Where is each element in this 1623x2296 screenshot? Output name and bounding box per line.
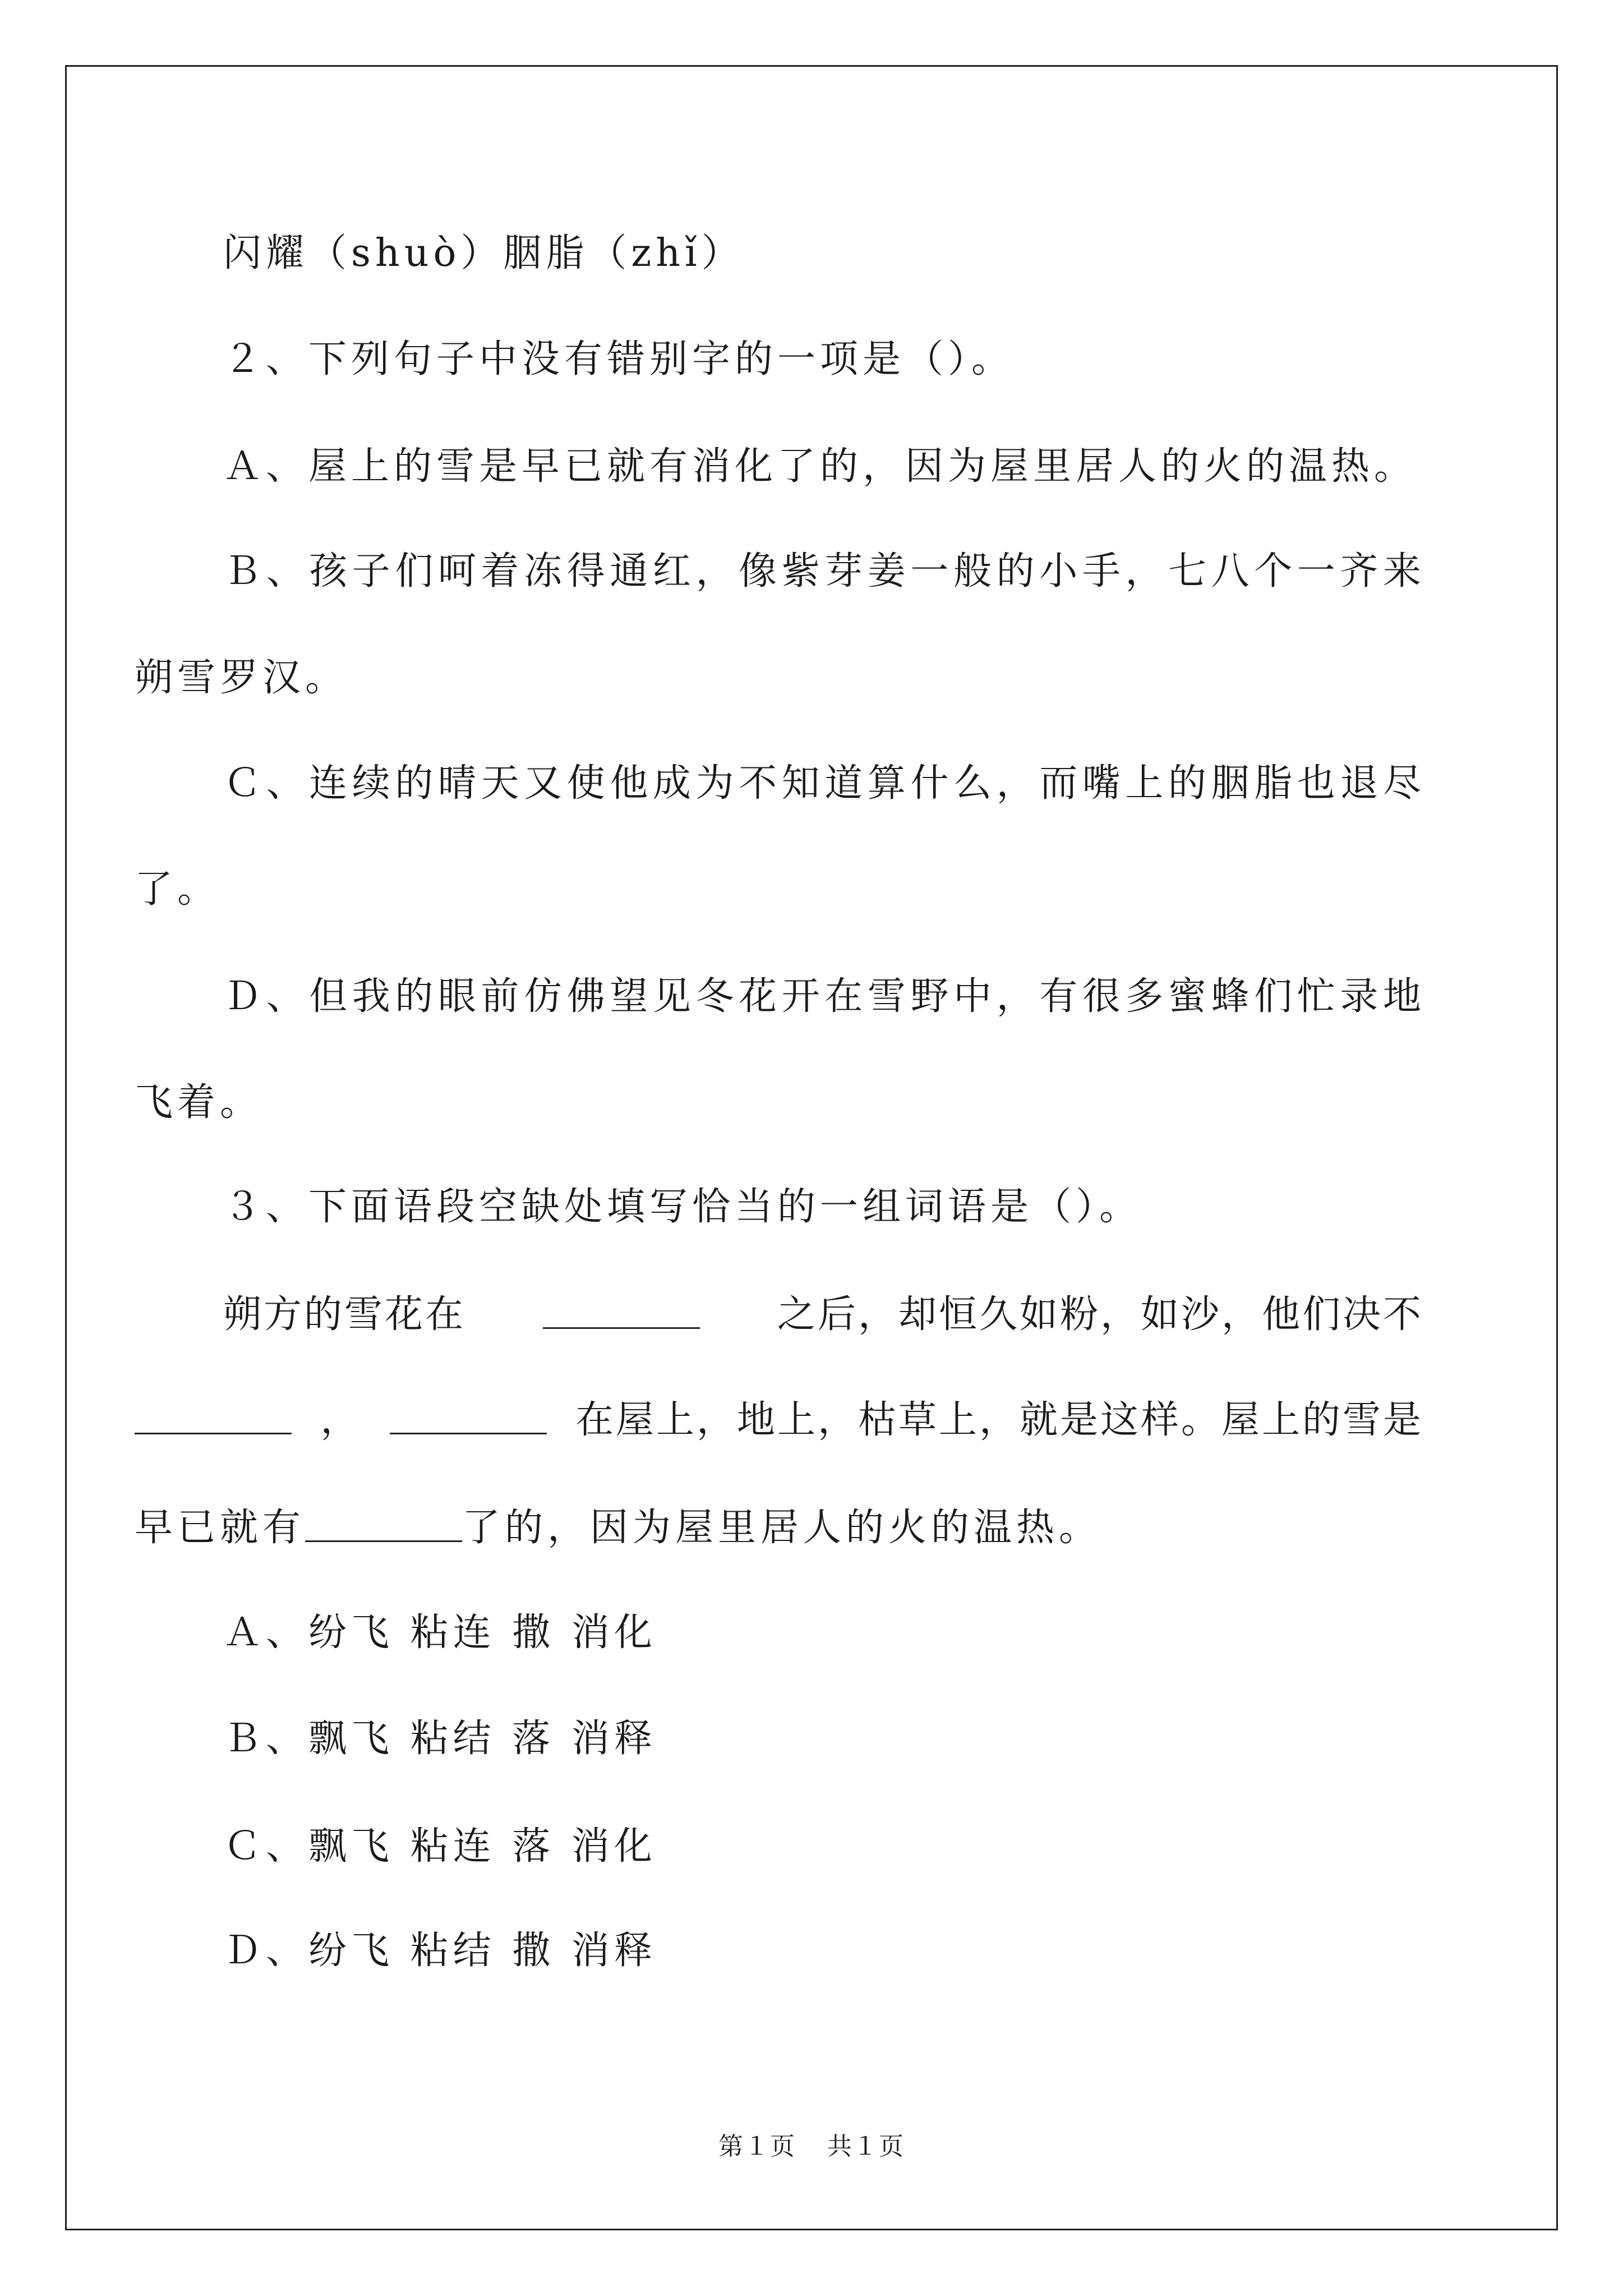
question-2: ２、下列句子中没有错别字的一项是（）。 xyxy=(223,337,1015,381)
question-2-option-d-cont: 飞着。 xyxy=(135,1080,263,1125)
page-footer xyxy=(0,2126,1623,2162)
question-3-option-b: Ｂ、飘飞 粘结 落 消释 xyxy=(223,1717,657,1761)
fill-text: 在屋上，地上，枯草上，就是这样。屋上的雪是 xyxy=(575,1398,1423,1442)
page-number: 第１页 xyxy=(718,2132,796,2161)
question-3-option-a: Ａ、纷飞 粘连 撒 消化 xyxy=(223,1611,657,1655)
question-2-option-a: Ａ、屋上的雪是早已就有消化了的，因为屋里居人的火的温热。 xyxy=(223,444,1417,489)
page-total: 共１页 xyxy=(827,2132,905,2161)
question-2-option-b-cont: 朔雪罗汉。 xyxy=(135,656,348,700)
page-border xyxy=(65,65,1558,2230)
fill-text: 之后，却恒久如粉，如沙，他们决不 xyxy=(777,1292,1423,1337)
fill-paragraph-line-1 xyxy=(223,1292,1423,1337)
fill-paragraph-line-3 xyxy=(135,1506,1102,1550)
question-2-option-b: Ｂ、孩子们呵着冻得通红，像紫芽姜一般的小手，七八个一齐来 xyxy=(223,549,1423,593)
fill-paragraph-line-2 xyxy=(135,1398,1423,1442)
fill-blank-4 xyxy=(305,1509,462,1542)
fill-blank-2 xyxy=(135,1401,292,1434)
question-2-option-d: Ｄ、但我的眼前仿佛望见冬花开在雪野中，有很多蜜蜂们忙录地 xyxy=(223,974,1423,1019)
fill-blank-3 xyxy=(390,1401,547,1434)
fill-text: 朔方的雪花在 xyxy=(223,1292,466,1337)
question-3-option-c: Ｃ、飘飞 粘连 落 消化 xyxy=(223,1824,657,1869)
pinyin-line: 闪耀（shuò）胭脂（zhǐ） xyxy=(223,231,744,275)
fill-text: 早已就有 xyxy=(135,1506,306,1550)
question-3: ３、下面语段空缺处填写恰当的一组词语是（）。 xyxy=(223,1185,1142,1229)
fill-text: 了的，因为屋里居人的火的温热。 xyxy=(462,1506,1102,1550)
question-2-option-c: Ｃ、连续的晴天又使他成为不知道算什么，而嘴上的胭脂也退尽 xyxy=(223,761,1423,806)
fill-text: ， xyxy=(320,1398,361,1442)
fill-blank-1 xyxy=(543,1296,700,1329)
question-3-option-d: Ｄ、纷飞 粘结 撒 消释 xyxy=(223,1929,657,1973)
question-2-option-c-cont: 了。 xyxy=(135,867,220,912)
